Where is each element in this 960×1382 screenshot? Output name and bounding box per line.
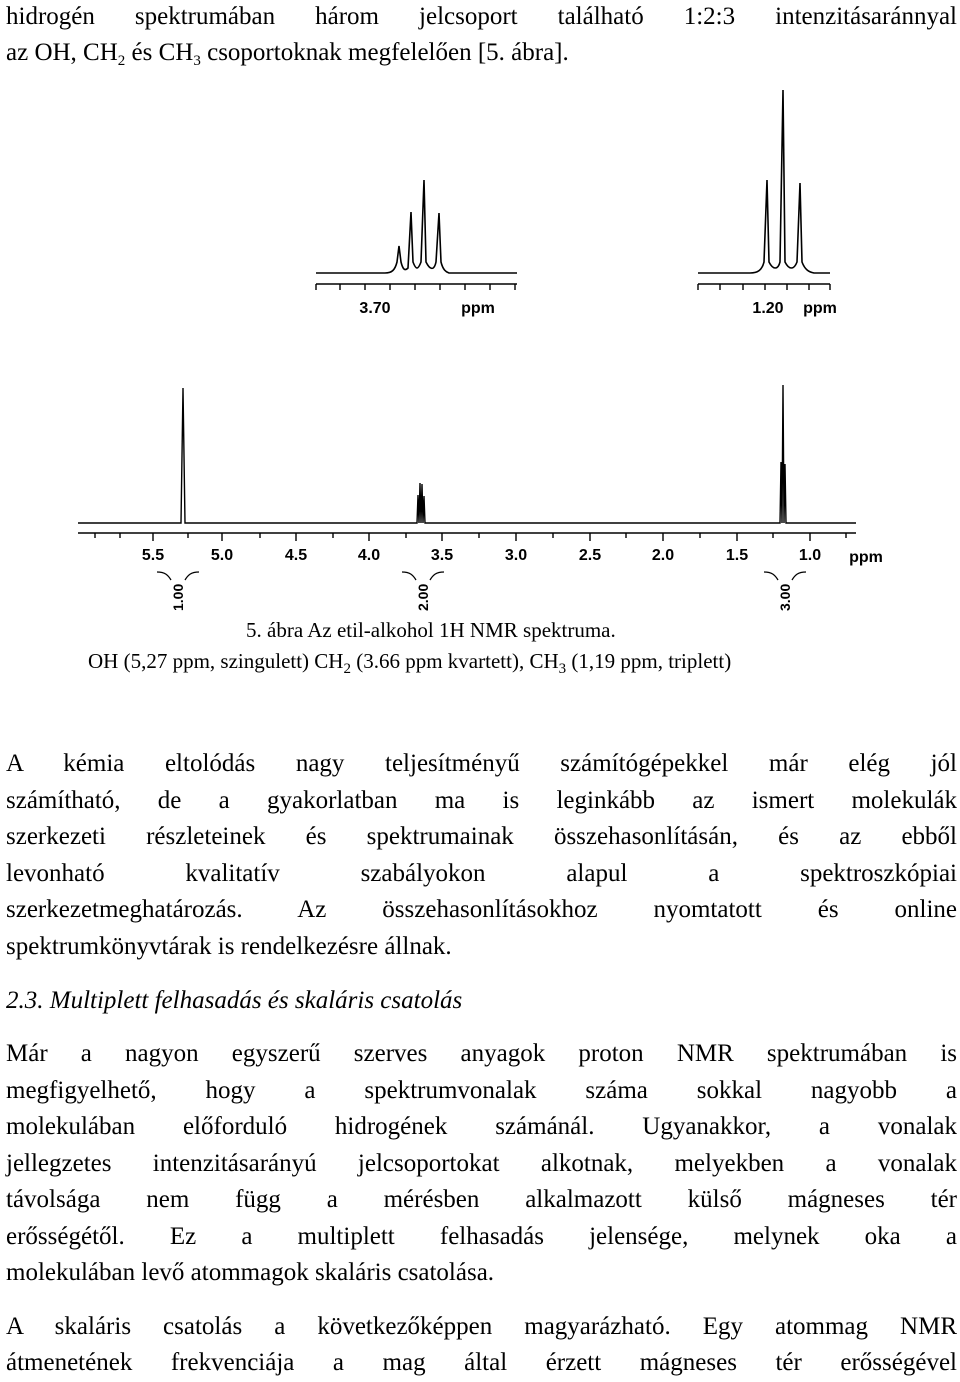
paragraph-2-line: jellegzetes intenzitásarányú jelcsoportokat alkotnak, melyekben a vonalak [6,1150,957,1177]
axis-tick-label: 2.0 [651,547,675,564]
inset-right-tick-label: 1.20 [752,300,784,317]
axis-tick-label: 3.0 [504,547,528,564]
axis-tick-label: 3.5 [430,547,454,564]
axis-tick-label: 1.5 [725,547,749,564]
paragraph-3-line: átmenetének frekvenciája a mag által érzett mágneses tér erősségével [6,1349,957,1376]
inset-right-unit: ppm [803,300,837,317]
integral-bracket-ch2 [402,572,444,580]
intro-subscript-1: 2 [117,53,126,69]
intro-line-2-pre: az OH, CH [6,39,118,66]
axis-unit-label: ppm [849,549,883,566]
figure-caption-details [88,648,731,682]
axis-tick-label: 4.0 [357,547,381,564]
caption-subscript-2: 3 [558,661,567,677]
paragraph-2-line: molekulában előforduló hidrogének számánál. Ugyanakkor, a vonalak [6,1113,957,1140]
integral-bracket-oh [157,572,199,580]
paragraph-1-line: levonható kvalitatív szabályokon alapul a spektroszkópiai [6,860,957,887]
axis-tick-labels [142,547,883,566]
integration-brackets [157,572,806,580]
paragraph-1-line: számítható, de a gyakorlatban ma is leginkább az ismert molekulák [6,787,957,814]
intro-line-2-mid: és CH [125,39,194,66]
figure-caption-title: 5. ábra Az etil-alkohol 1H NMR spektruma. [246,618,616,642]
caption-subscript-1: 2 [343,661,351,677]
paragraph-1-line: szerkezetmeghatározás. Az összehasonlításokhoz nyomtatott és online [6,896,957,923]
paragraph-1-line: spektrumkönyvtárak is rendelkezésre állnak. [6,933,452,960]
caption-details-mid: (3.66 ppm kvartett), CH [350,649,559,673]
inset-left-axis [316,284,517,290]
integral-value: 3.00 [777,583,793,611]
intro-line-2-post: csoportoknak megfelelően [5. ábra]. [200,39,569,66]
integral-value: 1.00 [170,583,186,611]
caption-details-pre: OH (5,27 ppm, szingulett) CH [88,649,344,673]
inset-right-axis [698,284,830,290]
main-axis [78,533,856,541]
paragraph-1-line: A kémia eltolódás nagy teljesítményű számítógépekkel már elég jól [6,750,957,777]
section-heading: 2.3. Multiplett felhasadás és skaláris csatolás [6,987,463,1014]
paragraph-3-line: A skaláris csatolás a következőképpen magyarázható. Egy atommag NMR [6,1313,957,1340]
intro-subscript-2: 3 [193,53,201,69]
caption-details-post: (1,19 ppm, triplett) [566,649,732,673]
integral-value: 2.00 [415,583,431,611]
inset-left-unit: ppm [461,300,495,317]
paragraph-2-line: Már a nagyon egyszerű szerves anyagok proton NMR spektrumában is [6,1040,957,1067]
paragraph-2-line: megfigyelhető, hogy a spektrumvonalak száma sokkal nagyobb a [6,1077,957,1104]
inset-left-tick-label: 3.70 [359,300,391,317]
axis-tick-label: 2.5 [578,547,602,564]
inset-quartet-trace [316,180,517,273]
axis-tick-label: 1.0 [798,547,822,564]
nmr-spectrum-figure [0,0,960,620]
axis-tick-label: 5.5 [141,547,165,564]
paragraph-2-line: távolsága nem függ a mérésben alkalmazott külső mágneses tér [6,1186,957,1213]
inset-triplet-trace [698,90,830,273]
integral-bracket-ch3 [764,572,806,580]
paragraph-2-line: erősségétől. Ez a multiplett felhasadás jelensége, melynek oka a [6,1223,957,1250]
axis-tick-label: 4.5 [284,547,308,564]
intro-line-1: hidrogén spektrumában három jelcsoport található 1:2:3 intenzitásaránnyal [6,3,957,30]
paragraph-1-line: szerkezeti részleteinek és spektrumainak összehasonlításán, és az ebből [6,823,957,850]
spectrum-trace [78,385,856,523]
axis-tick-label: 5.0 [210,547,234,564]
paragraph-2-line: molekulában levő atommagok skaláris csatolása. [6,1259,495,1286]
